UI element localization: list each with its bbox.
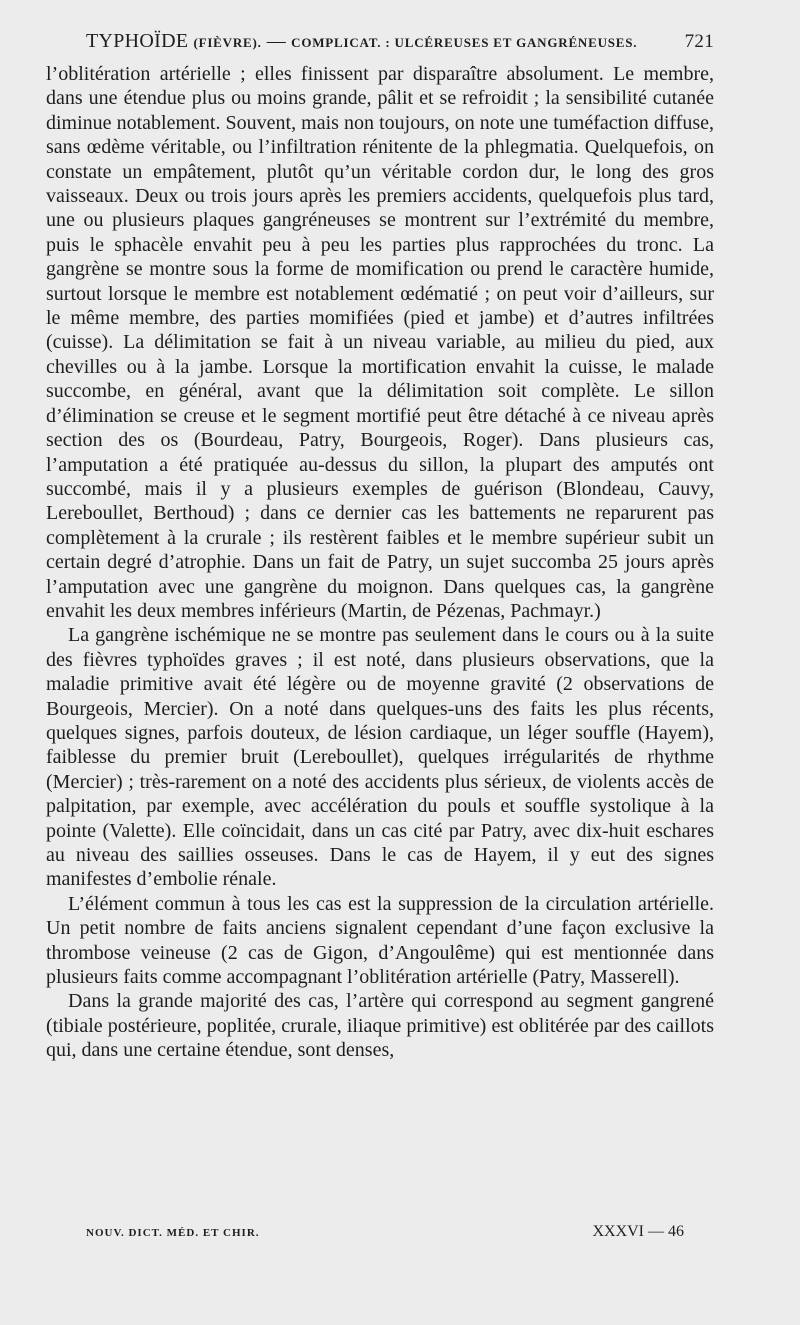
header-paren: (FIÈVRE). [193, 35, 262, 50]
paragraph-4: Dans la grande majorité des cas, l’artère qui correspond au segment gangrené (tibiale postérieure, poplitée, crurale, iliaque primitive) est oblitérée par des caillots qui, dans une certaine étendue, sont denses, [46, 990, 714, 1062]
header-section: COMPLICAT. : ULCÉREUSES ET GANGRÉNEUSES. [291, 35, 638, 50]
paragraph-1: l’oblitération artérielle ; elles finissent par disparaître absolument. Le membre, dans une étendue plus ou moins grande, pâlit et se refroidit ; la sensibilité cutanée diminue notablement. Souvent, mais non toujours, on note une tuméfaction diffuse, sans œdème véritable, ou l’infiltration rénitente de la phlegmatia. Quelquefois, on constate un empâtement, plutôt qu’un véritable cordon dur, le long des gros vaisseaux. Deux ou trois jours après les premiers accidents, quelquefois plus tard, une ou plusieurs plaques gangréneuses se montrent sur l’extrémité du membre, puis le sphacèle envahit peu à peu les parties plus rapprochées du tronc. La gangrène se montre sous la forme de momification ou prend le caractère humide, surtout lorsque le membre est notablement œdématié ; on peut voir d’ailleurs, sur le même membre, des parties momifiées (pied et jambe) et d’autres infiltrées (cuisse). La délimitation se fait à un niveau variable, au milieu du pied, aux chevilles ou à la jambe. Lorsque la mortification envahit la cuisse, le malade succombe, en général, avant que la délimitation soit complète. Le sillon d’élimination se creuse et le segment mortifié peut être détaché à ce niveau après section des os (Bourdeau, Patry, Bourgeois, Roger). Dans plusieurs cas, l’amputation a été pratiquée au-dessus du sillon, la plupart des amputés ont succombé, mais il y a plusieurs exemples de guérison (Blondeau, Cauvy, Lereboullet, Berthoud) ; dans ce dernier cas les battements ne reparurent pas complètement à la crurale ; ils restèrent faibles et le membre supérieur subit un certain degré d’atrophie. Dans un fait de Patry, un sujet succomba 25 jours après l’amputation avec une gangrène du moignon. Dans quelques cas, la gangrène envahit les deux membres inférieurs (Martin, de Pézenas, Pachmayr.) [46, 63, 714, 622]
running-header [86, 30, 714, 60]
footer-source: NOUV. DICT. MÉD. ET CHIR. [86, 1227, 260, 1239]
page-footer [86, 1223, 684, 1241]
paragraph-2: La gangrène ischémique ne se montre pas seulement dans le cours ou à la suite des fièvres typhoïdes graves ; il est noté, dans plusieurs observations, que la maladie primitive avait été légère ou de moyenne gravité (2 observations de Bourgeois, Mercier). On a noté dans quelques-uns des faits les plus récents, quelques signes, parfois douteux, de lésion cardiaque, un léger souffle (Hayem), faiblesse du premier bruit (Lereboullet), quelques irrégularités de rhythme (Mercier) ; très-rarement on a noté des accidents plus sérieux, de violents accès de palpitation, par exemple, avec accélération du pouls et souffle systolique à la pointe (Valette). Elle coïncidait, dans un cas cité par Patry, avec dix-huit eschares au niveau des saillies osseuses. Dans le cas de Hayem, il y eut des signes manifestes d’embolie rénale. [46, 624, 714, 891]
header-dash: — [266, 31, 287, 52]
footer-volume: XXXVI — 46 [592, 1223, 684, 1240]
page-number: 721 [684, 31, 714, 52]
header-title: TYPHOÏDE [86, 30, 189, 52]
paragraph-3: L’élément commun à tous les cas est la suppression de la circulation artérielle. Un petit nombre de faits anciens signalent cependant d’une façon exclusive la thrombose veineuse (2 cas de Gigon, d’Angoulême) qui est mentionnée dans plusieurs faits comme accompagnant l’oblitération artérielle (Patry, Masserell). [46, 892, 714, 989]
header-left [86, 30, 637, 53]
body-text [46, 62, 714, 1063]
